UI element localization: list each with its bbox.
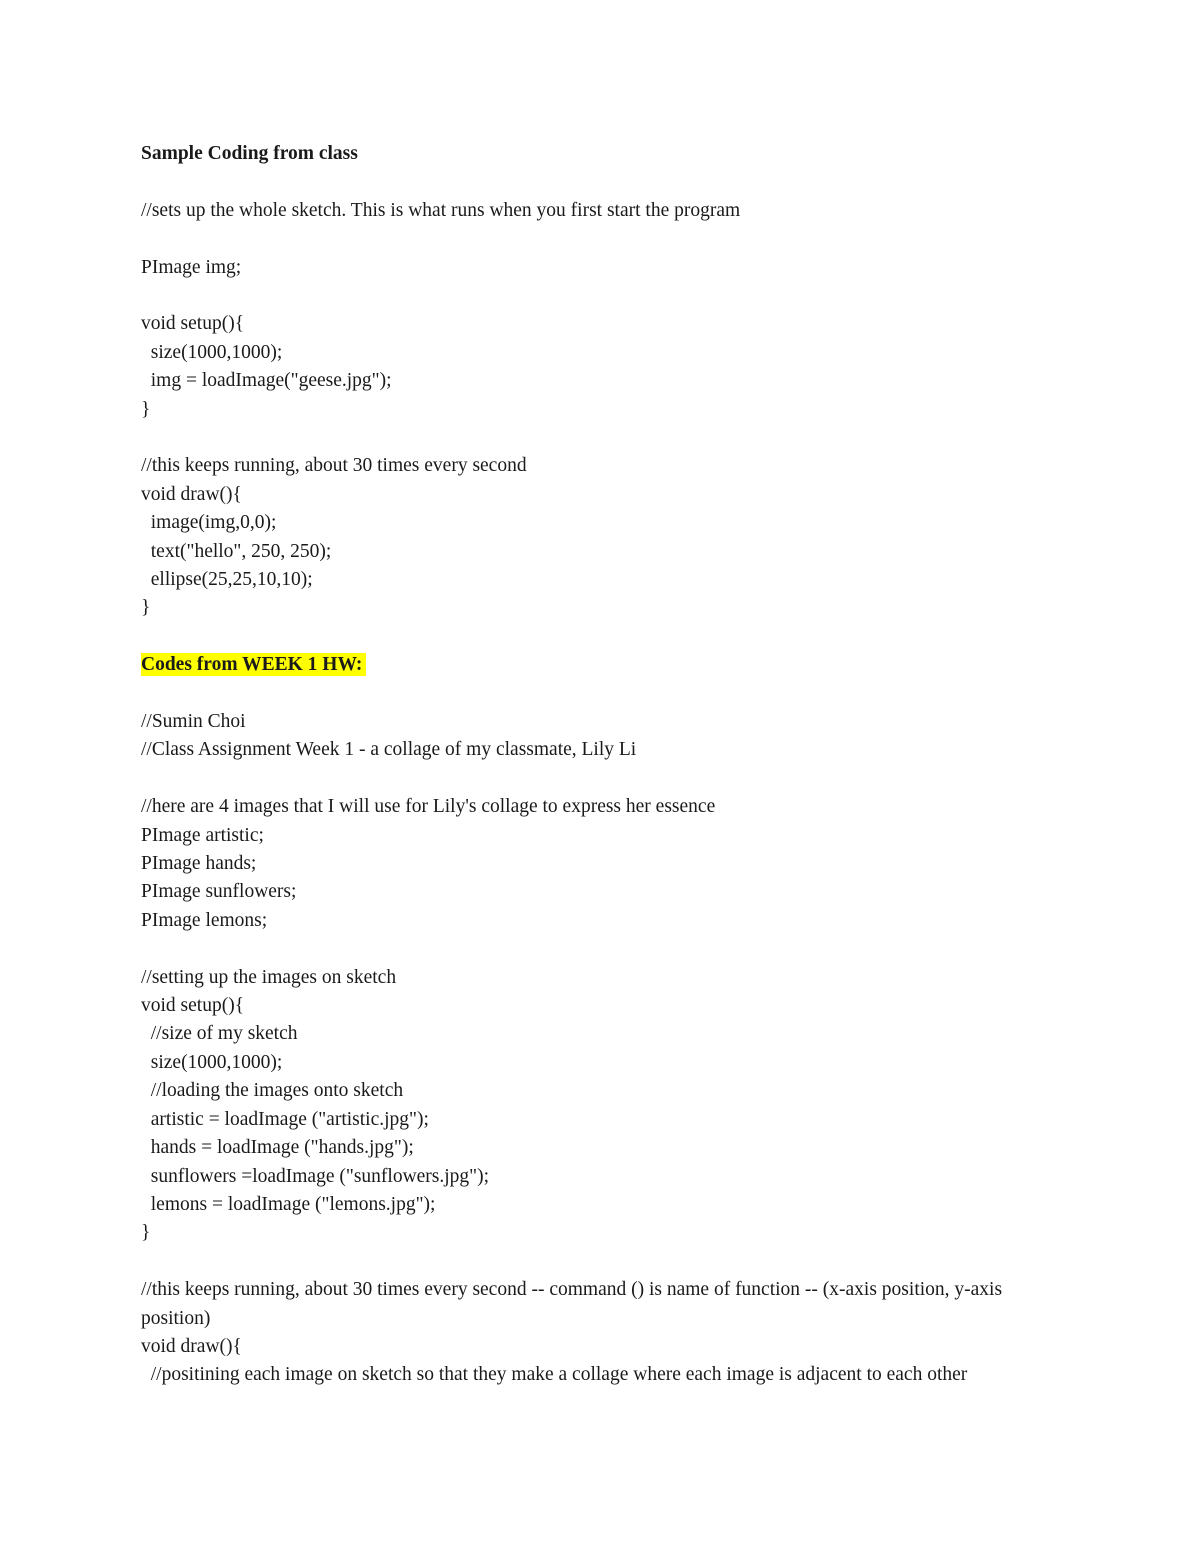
code-comment: //here are 4 images that I will use for Lily's collage to express her essence [141,796,716,818]
code-line: sunflowers =loadImage ("sunflowers.jpg"); [141,1165,490,1187]
spacer [141,282,1071,310]
code-comment: //setting up the images on sketch [141,966,397,988]
code-comment: //positining each image on sketch so that they make a collage where each image is adjacent to each other [141,1364,968,1386]
spacer [141,680,1071,708]
code-comment: //Class Assignment Week 1 - a collage of my classmate, Lily Li [141,739,637,761]
highlighted-heading-text: Codes from WEEK 1 HW: [141,653,366,676]
spacer [141,225,1071,253]
code-line: } [141,597,151,619]
spacer [141,168,1071,196]
code-line: size(1000,1000); [141,1051,283,1073]
document-title: Sample Coding from class [141,143,358,164]
code-line: text("hello", 250, 250); [141,540,332,562]
spacer [141,935,1071,963]
code-line: ellipse(25,25,10,10); [141,569,313,591]
code-line: hands = loadImage ("hands.jpg"); [141,1137,414,1159]
code-line: } [141,398,151,420]
code-line: void draw(){ [141,483,242,505]
code-line: PImage img; [141,256,242,278]
spacer [141,1248,1071,1276]
code-line: PImage sunflowers; [141,881,297,903]
code-comment: //this keeps running, about 30 times every second -- command () is name of function -- (x-axis position, y-axis position) [141,1279,1007,1329]
spacer [141,623,1071,651]
spacer [141,424,1071,452]
hw-section-heading [141,651,1071,679]
code-line: } [141,1222,151,1244]
code-line: PImage lemons; [141,909,268,931]
code-line: size(1000,1000); [141,341,283,363]
code-line: //loading the images onto sketch [141,1080,404,1102]
code-line: image(img,0,0); [141,512,277,534]
code-line: lemons = loadImage ("lemons.jpg"); [141,1193,436,1215]
code-line: img = loadImage("geese.jpg"); [141,370,392,392]
code-line: //size of my sketch [141,1023,298,1045]
code-comment: //this keeps running, about 30 times every second [141,455,527,477]
code-comment: //Sumin Choi [141,711,246,733]
code-line: void setup(){ [141,313,245,335]
code-line: void setup(){ [141,995,245,1017]
code-line: PImage hands; [141,853,257,875]
code-line: PImage artistic; [141,824,264,846]
code-line: void draw(){ [141,1335,242,1357]
code-line: artistic = loadImage ("artistic.jpg"); [141,1108,429,1130]
document-body [141,140,1071,1390]
spacer [141,765,1071,793]
code-comment: //sets up the whole sketch. This is what runs when you first start the program [141,199,741,221]
